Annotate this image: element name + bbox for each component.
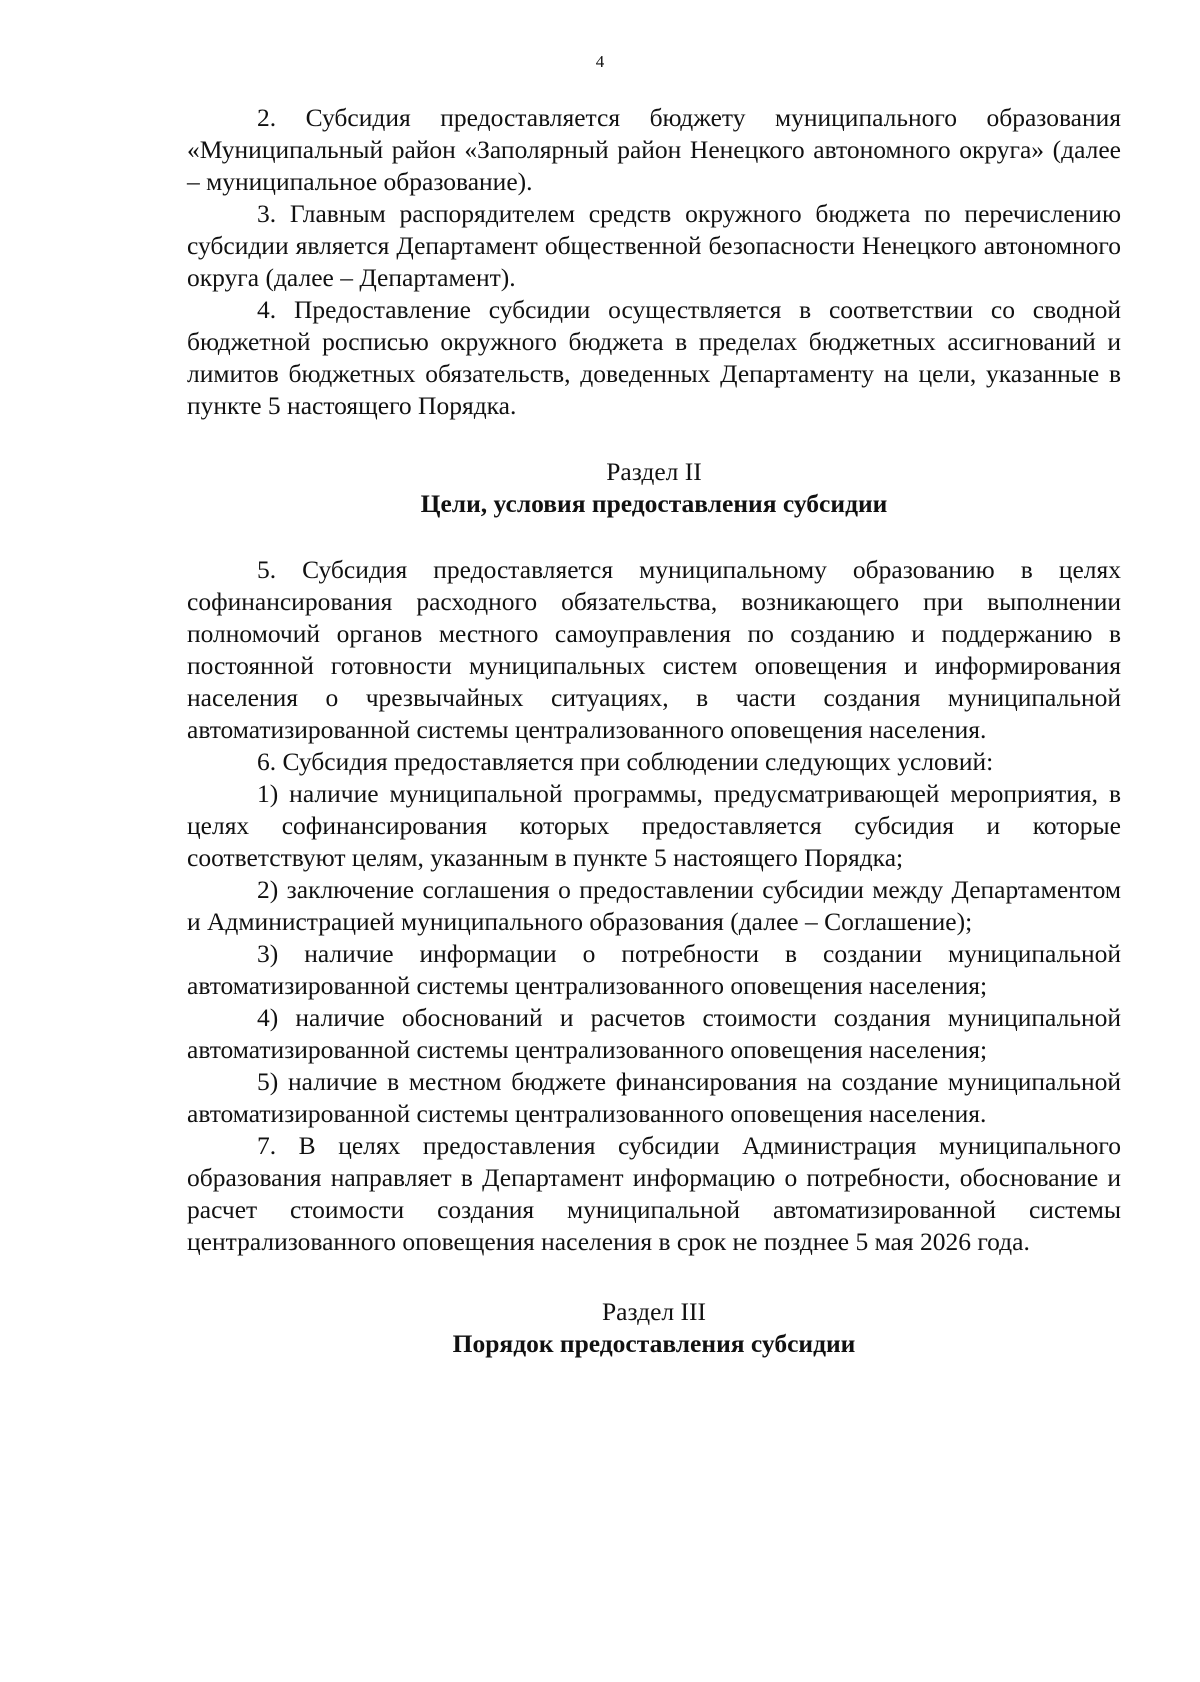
section-2-heading [187,456,1121,520]
section-3-heading [187,1296,1121,1360]
list-item-6-2: 2) заключение соглашения о предоставлении субсидии между Департаментом и Администрацией муниципального образования (далее – Соглашение); [187,875,1121,936]
list-item-6-3: 3) наличие информации о потребности в создании муниципальной автоматизированной системы централизованного оповещения населения; [187,939,1121,1000]
section-3-label: Раздел III [602,1297,706,1326]
paragraph-4: 4. Предоставление субсидии осуществляется в соответствии со сводной бюджетной росписью окружного бюджета в пределах бюджетных ассигнований и лимитов бюджетных обязательств, доведенных Департаменту на цели, указанные в пункте 5 настоящего Порядка. [187,295,1121,420]
paragraph-5: 5. Субсидия предоставляется муниципальному образованию в целях софинансирования расходного обязательства, возникающего при выполнении полномочий органов местного самоуправления по созданию и поддержанию в постоянной готовности муниципальных систем оповещения и информирования населения о чрезвычайных ситуациях, в части создания муниципальной автоматизированной системы централизованного оповещения населения. [187,555,1121,744]
paragraph-7: 7. В целях предоставления субсидии Администрация муниципального образования направляет в Департамент информацию о потребности, обоснование и расчет стоимости создания муниципальной автоматизированной системы централизованного оповещения населения в срок не позднее 5 мая 2026 года. [187,1131,1121,1256]
paragraph-2: 2. Субсидия предоставляется бюджету муниципального образования «Муниципальный район «Заполярный район Ненецкого автономного округа» (далее – муниципальное образование). [187,103,1121,196]
paragraph-6: 6. Субсидия предоставляется при соблюдении следующих условий: [257,747,994,776]
list-item-6-5: 5) наличие в местном бюджете финансирования на создание муниципальной автоматизированной системы централизованного оповещения населения. [187,1067,1121,1128]
paragraph-3: 3. Главным распорядителем средств окружного бюджета по перечислению субсидии является Департамент общественной безопасности Ненецкого автономного округа (далее – Департамент). [187,199,1121,292]
document-body [187,102,1121,1360]
list-item-6-4: 4) наличие обоснований и расчетов стоимости создания муниципальной автоматизированной системы централизованного оповещения населения; [187,1003,1121,1064]
page-number: 4 [595,52,605,71]
section-2-title: Цели, условия предоставления субсидии [420,489,888,518]
section-2-label: Раздел II [606,457,702,486]
section-3-title: Порядок предоставления субсидии [452,1329,856,1358]
list-item-6-1: 1) наличие муниципальной программы, предусматривающей мероприятия, в целях софинансирования которых предоставляется субсидия и которые соответствуют целям, указанным в пункте 5 настоящего Порядка; [187,779,1121,872]
